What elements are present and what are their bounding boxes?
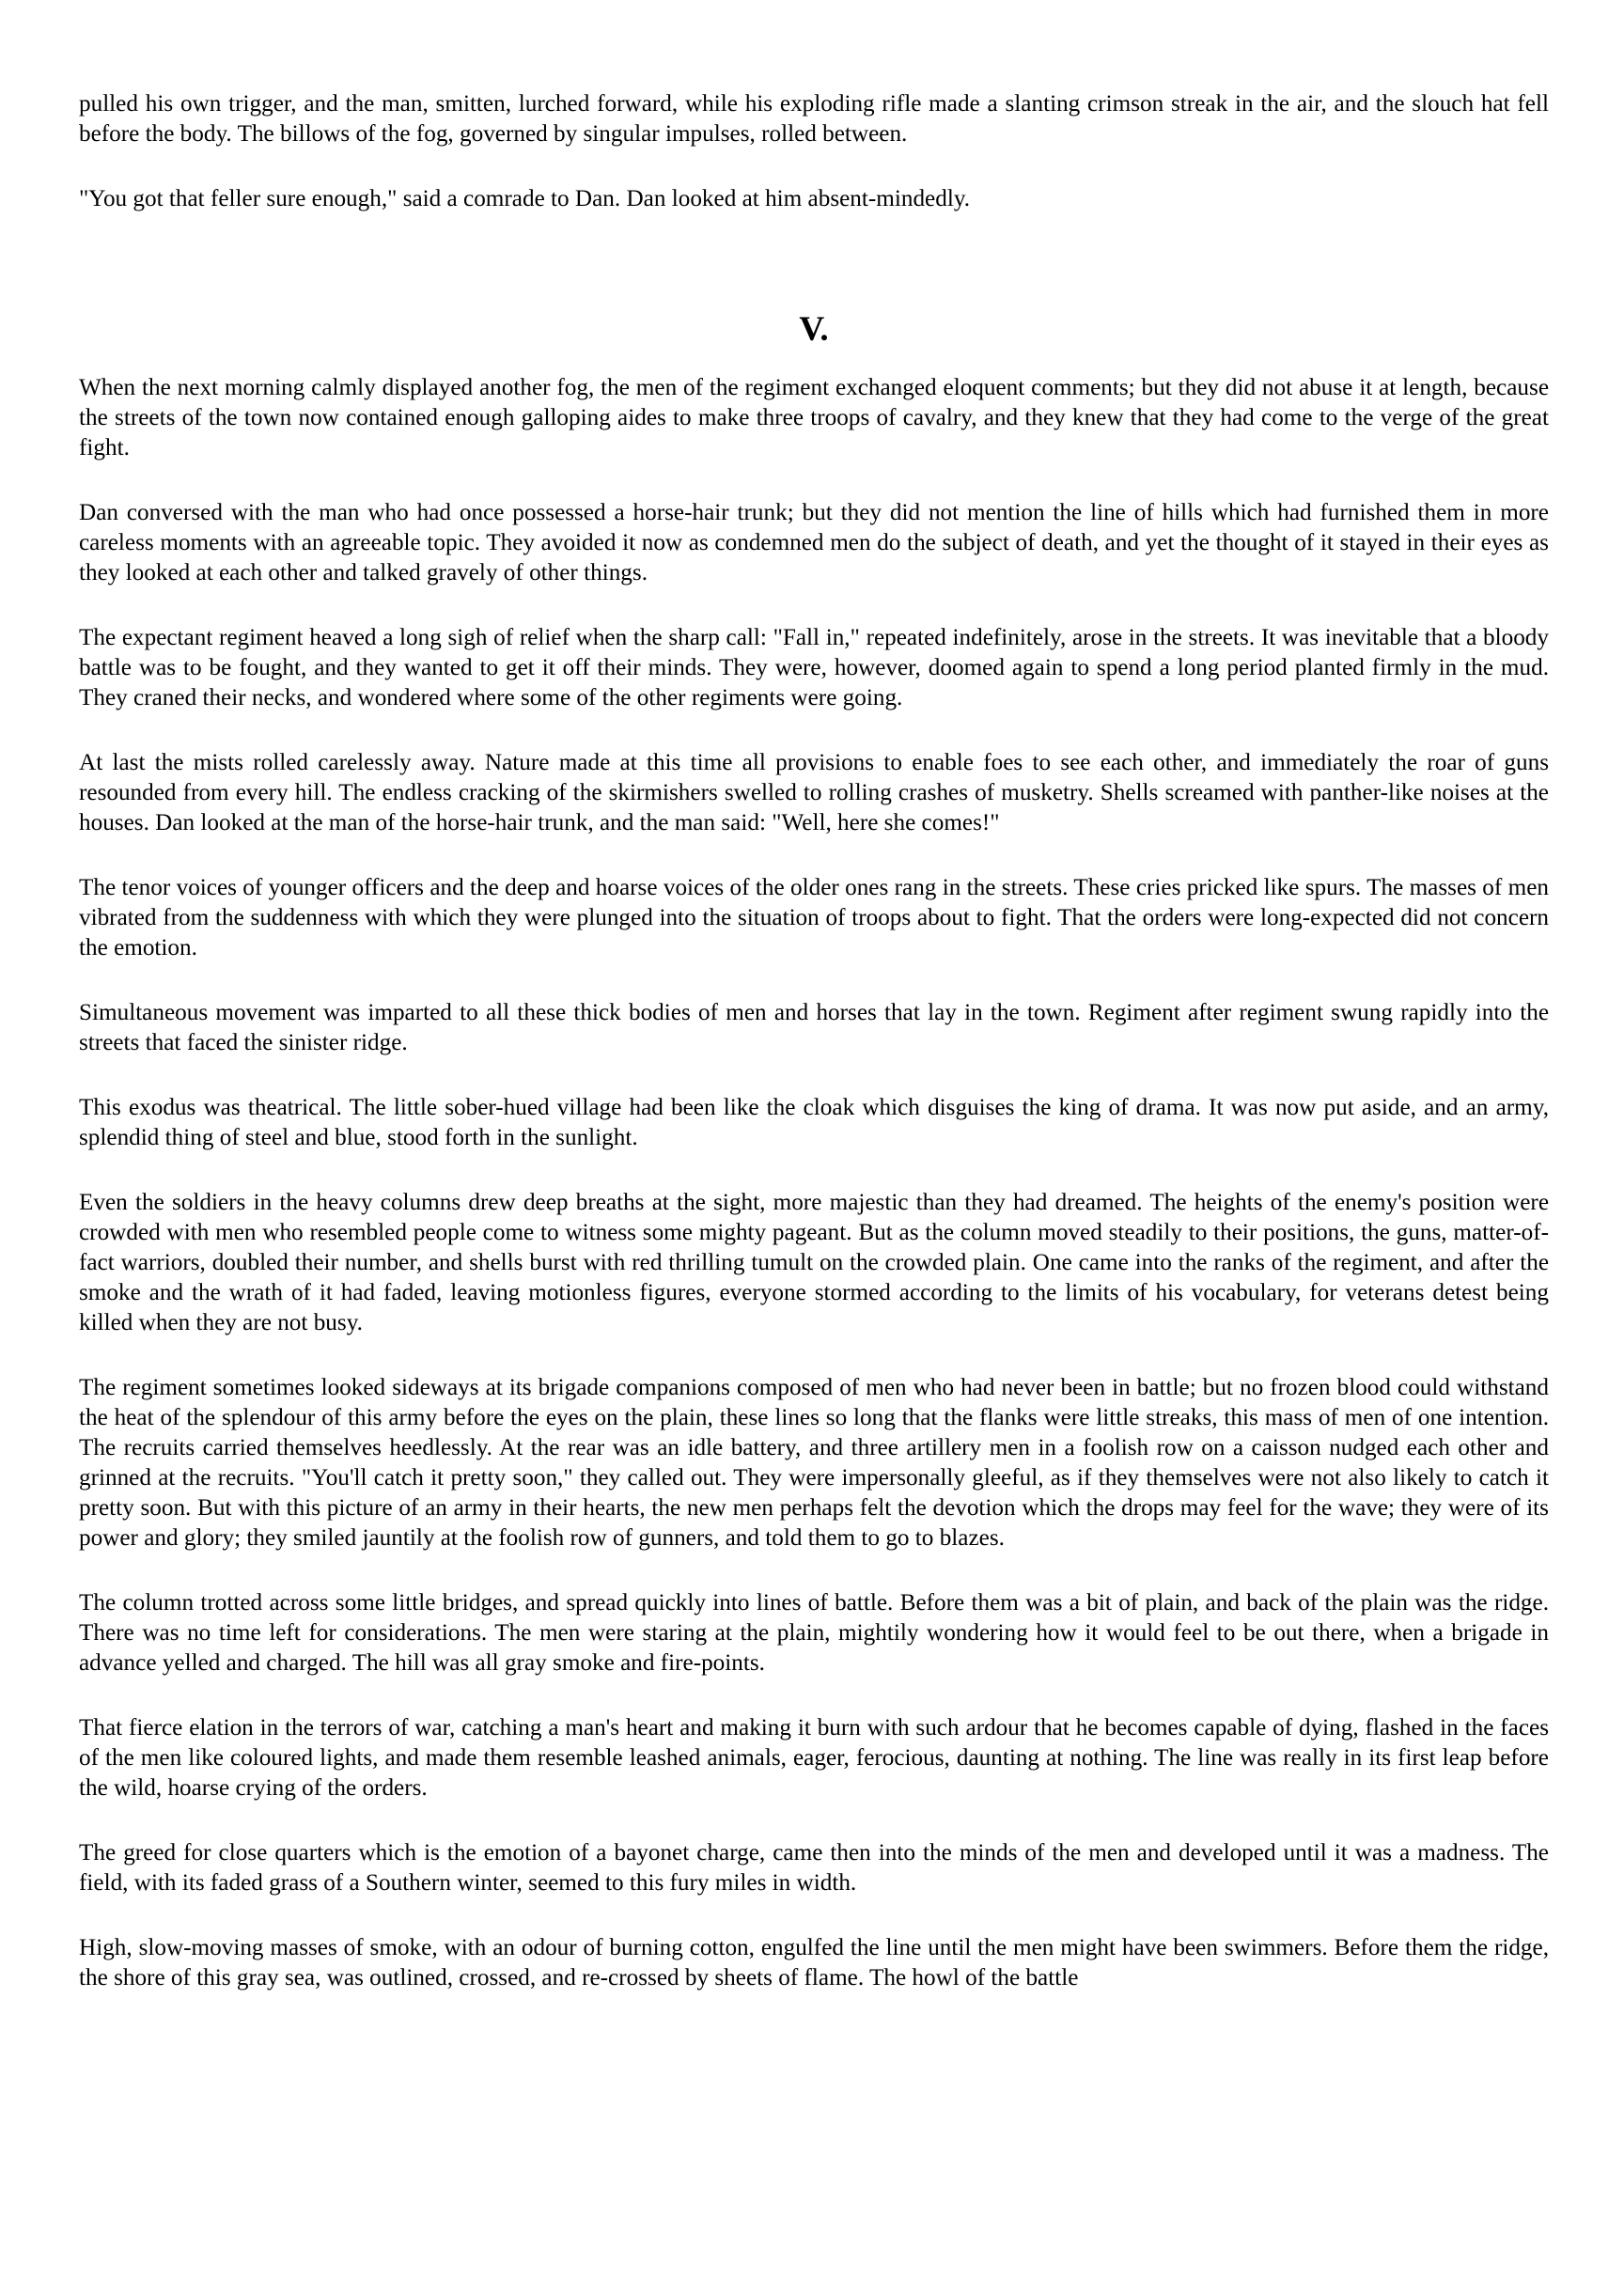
paragraph: High, slow-moving masses of smoke, with an odour of burning cotton, engulfed the line until the men might have been swimmers. Before them the ridge, the shore of this gray sea, was outlined, crossed, and re-crossed by sheets of flame. The howl of the battle	[79, 1935, 1549, 1991]
paragraph: The expectant regiment heaved a long sigh of relief when the sharp call: "Fall in," repeated indefinitely, arose in the streets. It was inevitable that a bloody battle was to be fought, and they wanted to get it off their minds. They were, however, doomed again to spend a long period planted firmly in the mud. They craned their necks, and wondered where some of the other regiments were going.	[79, 625, 1549, 710]
paragraph: The tenor voices of younger officers and the deep and hoarse voices of the older ones rang in the streets. These cries pricked like spurs. The masses of men vibrated from the suddenness with which they were plunged into the situation of troops about to fight. That the orders were long-expected did not concern the emotion.	[79, 875, 1549, 960]
paragraph: The greed for close quarters which is the emotion of a bayonet charge, came then into the minds of the men and developed until it was a madness. The field, with its faded grass of a Southern winter, seemed to this fury miles in width.	[79, 1840, 1549, 1896]
paragraph: Even the soldiers in the heavy columns drew deep breaths at the sight, more majestic than they had dreamed. The heights of the enemy's position were crowded with men who resembled people come to witness some mighty pageant. But as the column moved steadily to their positions, the guns, matter-of-fact warriors, doubled their number, and shells burst with red thrilling tumult on the crowded plain. One came into the ranks of the regiment, and after the smoke and the wrath of it had faded, leaving motionless figures, everyone stormed according to the limits of his vocabulary, for veterans detest being killed when they are not busy.	[79, 1190, 1549, 1335]
paragraph: At last the mists rolled carelessly away. Nature made at this time all provisions to enable foes to see each other, and immediately the roar of guns resounded from every hill. The endless cracking of the skirmishers swelled to rolling crashes of musketry. Shells screamed with panther-like noises at the houses. Dan looked at the man of the horse-hair trunk, and the man said: "Well, here she comes!"	[79, 750, 1549, 835]
paragraph: The regiment sometimes looked sideways at its brigade companions composed of men who had never been in battle; but no frozen blood could withstand the heat of the splendour of this army before the eyes on the plain, these lines so long that the flanks were little streaks, this mass of men of one intention. The recruits carried themselves heedlessly. At the rear was an idle battery, and three artillery men in a foolish row on a caisson nudged each other and grinned at the recruits. "You'll catch it pretty soon," they called out. They were impersonally gleeful, as if they themselves were not also likely to catch it pretty soon. But with this picture of an army in their hearts, the new men perhaps felt the devotion which the drops may feel for the wave; they were of its power and glory; they smiled jauntily at the foolish row of gunners, and told them to go to blazes.	[79, 1375, 1549, 1551]
document-page	[79, 89, 1549, 1993]
paragraph: That fierce elation in the terrors of war, catching a man's heart and making it burn with such ardour that he becomes capable of dying, flashed in the faces of the men like coloured lights, and made them resemble leashed animals, eager, ferocious, daunting at nothing. The line was really in its first leap before the wild, hoarse crying of the orders.	[79, 1715, 1549, 1801]
paragraph: Dan conversed with the man who had once possessed a horse-hair trunk; but they did not mention the line of hills which had furnished them in more careless moments with an agreeable topic. They avoided it now as condemned men do the subject of death, and yet the thought of it stayed in their eyes as they looked at each other and talked gravely of other things.	[79, 500, 1549, 585]
paragraph: This exodus was theatrical. The little sober-hued village had been like the cloak which disguises the king of drama. It was now put aside, and an army, splendid thing of steel and blue, stood forth in the sunlight.	[79, 1095, 1549, 1150]
paragraph: The column trotted across some little bridges, and spread quickly into lines of battle. Before them was a bit of plain, and back of the plain was the ridge. There was no time left for considerations. The men were staring at the plain, mightily wondering how it would feel to be out there, when a brigade in advance yelled and charged. The hill was all gray smoke and fire-points.	[79, 1590, 1549, 1676]
paragraph: pulled his own trigger, and the man, smitten, lurched forward, while his exploding rifle made a slanting crimson streak in the air, and the slouch hat fell before the body. The billows of the fog, governed by singular impulses, rolled between.	[79, 91, 1549, 147]
chapter-heading: V.	[799, 310, 829, 349]
paragraph: Simultaneous movement was imparted to all these thick bodies of men and horses that lay in the town. Regiment after regiment swung rapidly into the streets that faced the sinister ridge.	[79, 1000, 1549, 1055]
paragraph: When the next morning calmly displayed another fog, the men of the regiment exchanged eloquent comments; but they did not abuse it at length, because the streets of the town now contained enough galloping aides to make three troops of cavalry, and they knew that they had come to the verge of the great fight.	[79, 375, 1549, 461]
paragraph: "You got that feller sure enough," said a comrade to Dan. Dan looked at him absent-mindedly.	[79, 186, 971, 211]
